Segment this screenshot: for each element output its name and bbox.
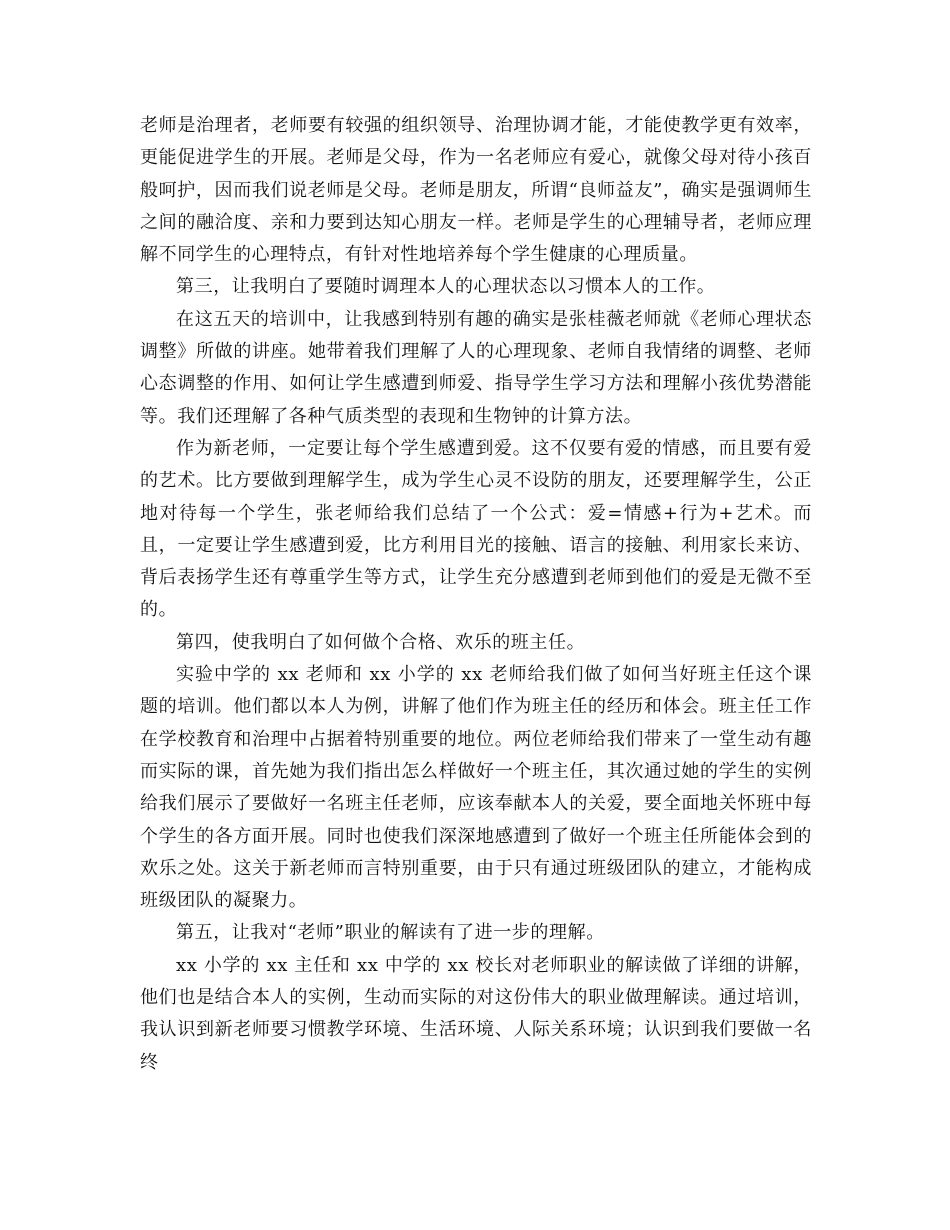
document-body — [140, 110, 812, 1079]
paragraph-3: 在这五天的培训中，让我感到特别有趣的确实是张桂薇老师就《老师心理状态调整》所做的讲座。她带着我们理解了人的心理现象、老师自我情绪的调整、老师心态调整的作用、如何让学生感遭到师爱、指导学生学习方法和理解小孩优势潜能等。我们还理解了各种气质类型的表现和生物钟的计算方法。 — [140, 308, 812, 427]
paragraph-2: 第三，让我明白了要随时调理本人的心理状态以习惯本人的工作。 — [176, 276, 716, 298]
paragraph-8: xx 小学的 xx 主任和 xx 中学的 xx 校长对老师职业的解读做了详细的讲解，他们也是结合本人的实例，生动而实际的对这份伟大的职业做理解读。通过培训，我认识到新老师要习惯教学环境、生活环境、人际关系环境；认识到我们要做一名终 — [140, 954, 812, 1073]
paragraph-5: 第四，使我明白了如何做个合格、欢乐的班主任。 — [176, 631, 586, 653]
paragraph-6: 实验中学的 xx 老师和 xx 小学的 xx 老师给我们做了如何当好班主任这个课题的培训。他们都以本人为例，讲解了他们作为班主任的经历和体会。班主任工作在学校教育和治理中占据着特别重要的地位。两位老师给我们带来了一堂生动有趣而实际的课，首先她为我们指出怎么样做好一个班主任，其次通过她的学生的实例给我们展示了要做好一名班主任老师，应该奉献本人的关爱，要全面地关怀班中每个学生的各方面开展。同时也使我们深深地感遭到了做好一个班主任所能体会到的欢乐之处。这关于新老师而言特别重要，由于只有通过班级团队的建立，才能构成班级团队的凝聚力。 — [140, 664, 812, 912]
paragraph-7: 第五，让我对“老师”职业的解读有了进一步的理解。 — [176, 922, 605, 944]
paragraph-1: 老师是治理者，老师要有较强的组织领导、治理协调才能，才能使教学更有效率，更能促进学生的开展。老师是父母，作为一名老师应有爱心，就像父母对待小孩百般呵护，因而我们说老师是父母。老师是朋友，所谓“良师益友”，确实是强调师生之间的融洽度、亲和力要到达知心朋友一样。老师是学生的心理辅导者，老师应理解不同学生的心理特点，有针对性地培养每个学生健康的心理质量。 — [140, 115, 812, 266]
paragraph-4: 作为新老师，一定要让每个学生感遭到爱。这不仅要有爱的情感，而且要有爱的艺术。比方要做到理解学生，成为学生心灵不设防的朋友，还要理解学生，公正地对待每一个学生，张老师给我们总结了一个公式：爱=情感+行为+艺术。而且，一定要让学生感遭到爱，比方利用目光的接触、语言的接触、利用家长来访、背后表扬学生还有尊重学生等方式，让学生充分感遭到老师到他们的爱是无微不至的。 — [140, 437, 812, 621]
